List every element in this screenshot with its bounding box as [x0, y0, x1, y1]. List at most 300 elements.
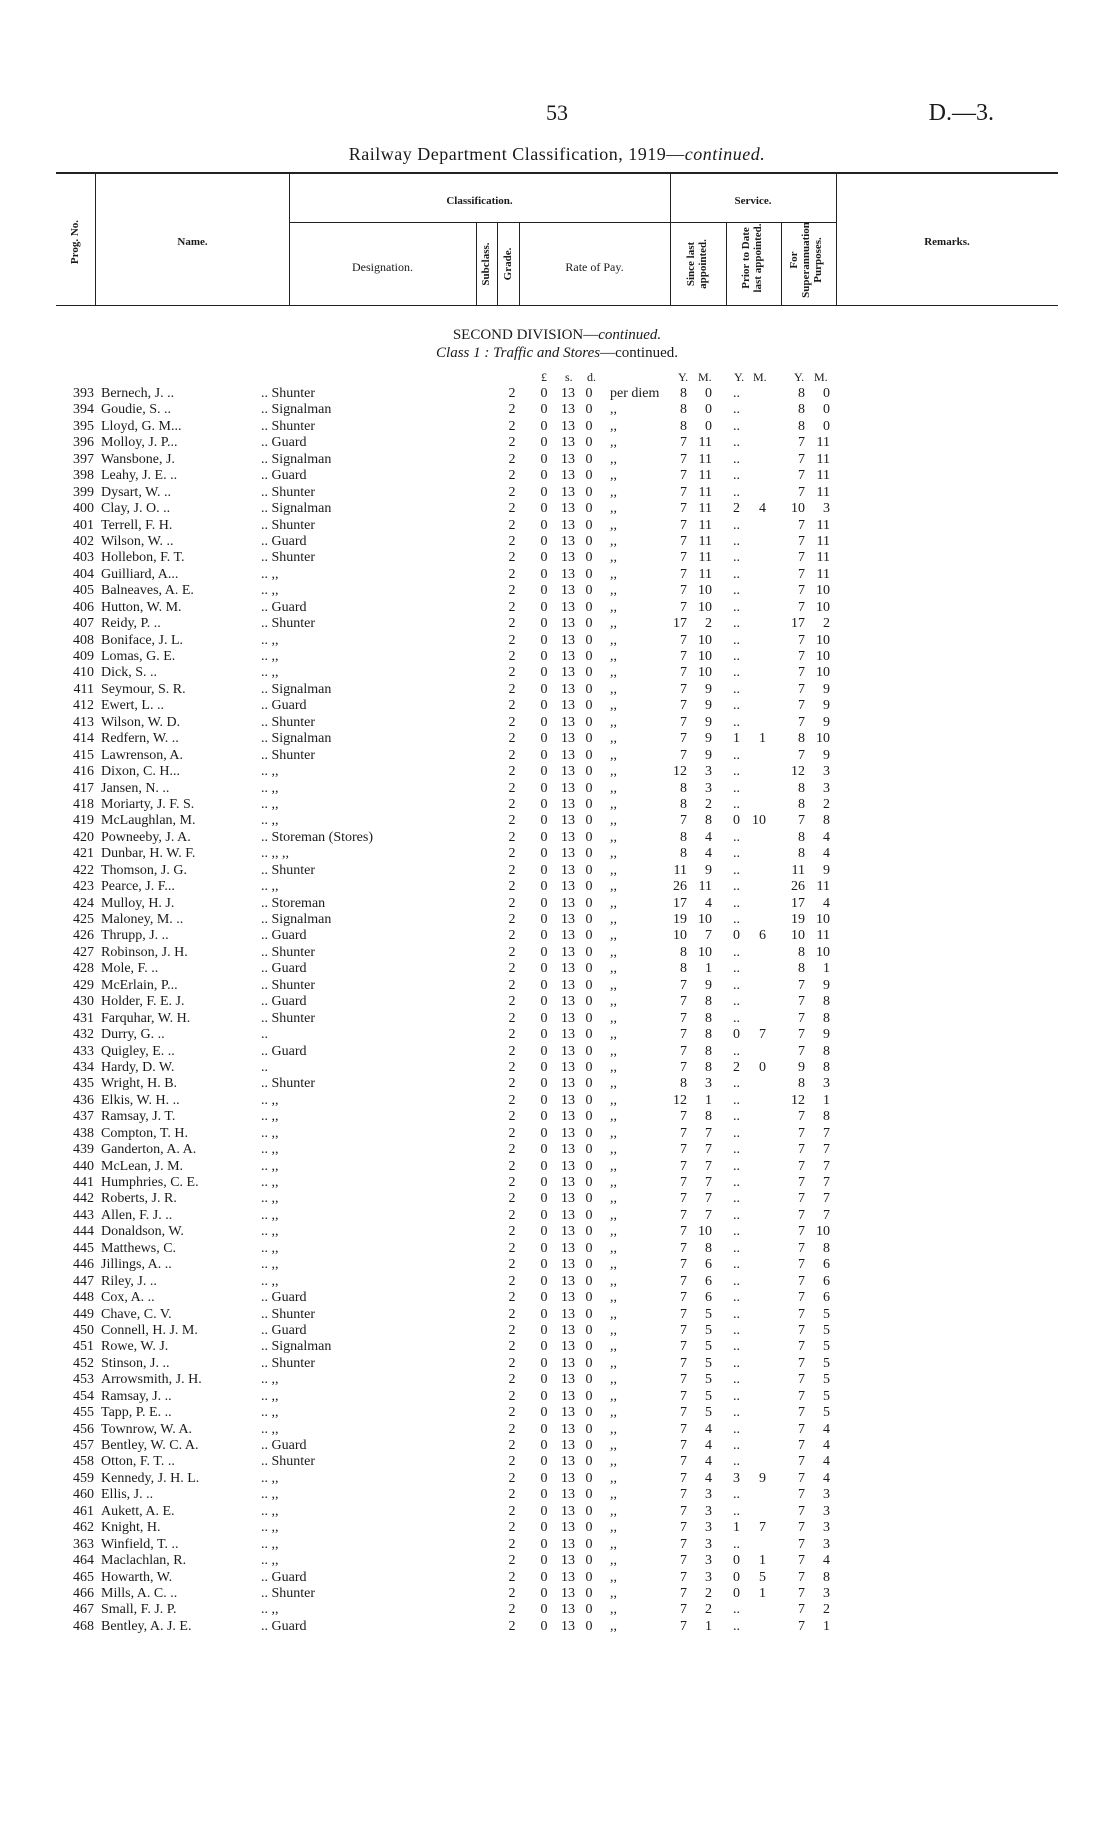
unit-pound: £ [541, 370, 547, 384]
unit-super-months: M. [814, 370, 828, 384]
since-months: 4 [705, 1438, 712, 1453]
table-row [0, 1405, 1114, 1421]
since-months: 2 [705, 1585, 712, 1601]
since-years: 12 [673, 1092, 687, 1108]
super-years: 7 [798, 1421, 805, 1437]
prog-number: 445 [73, 1240, 94, 1256]
grade: 2 [508, 698, 516, 714]
pay-period: ,, [610, 1175, 617, 1190]
pay-pence: 0 [585, 1438, 593, 1453]
pay-shillings: 13 [561, 1388, 575, 1404]
since-years: 7 [680, 714, 687, 730]
grade: 2 [508, 1207, 516, 1223]
super-months: 8 [823, 994, 830, 1010]
table-row [0, 1389, 1114, 1405]
table-row [0, 1159, 1114, 1175]
super-months: 1 [823, 1618, 830, 1634]
super-months: 5 [823, 1405, 830, 1421]
pay-pence: 0 [585, 599, 593, 615]
pay-shillings: 13 [561, 698, 575, 714]
employee-name: Howarth, W. [101, 1569, 173, 1585]
designation: .. ,, [261, 1602, 279, 1618]
pay-shillings: 13 [561, 386, 575, 401]
super-years: 9 [798, 1059, 805, 1075]
super-years: 8 [798, 961, 805, 977]
since-months: 5 [705, 1322, 712, 1338]
pay-pounds: 0 [540, 1388, 548, 1404]
pay-period: ,, [610, 1372, 617, 1388]
prior-years: .. [733, 1405, 740, 1421]
since-years: 7 [680, 1207, 687, 1223]
table-row [0, 1602, 1114, 1618]
since-months: 7 [705, 1191, 712, 1207]
designation: .. ,, [261, 566, 279, 582]
grade: 2 [508, 484, 516, 500]
since-years: 7 [680, 698, 687, 714]
prog-number: 440 [73, 1158, 94, 1174]
pay-pence: 0 [585, 912, 593, 927]
prior-years: .. [733, 1273, 740, 1289]
employee-name: Tapp, P. E. .. [101, 1405, 172, 1421]
pay-period: ,, [610, 747, 617, 763]
pay-period: ,, [610, 813, 617, 829]
pay-shillings: 13 [561, 928, 575, 944]
pay-period: ,, [610, 846, 617, 862]
since-years: 10 [673, 928, 687, 944]
designation: .. Guard [261, 698, 307, 714]
since-years: 7 [680, 747, 687, 763]
grade: 2 [508, 1224, 516, 1240]
prior-years: .. [733, 1536, 740, 1552]
super-months: 7 [823, 1125, 830, 1141]
table-row [0, 1109, 1114, 1125]
super-years: 11 [791, 862, 805, 878]
super-years: 7 [798, 1536, 805, 1552]
since-years: 7 [680, 994, 687, 1010]
since-months: 7 [705, 1125, 712, 1141]
grade: 2 [508, 1421, 516, 1437]
employee-name: Mulloy, H. J. [101, 895, 175, 911]
table-row [0, 468, 1114, 484]
super-years: 7 [798, 566, 805, 582]
super-months: 11 [816, 451, 830, 467]
super-months: 3 [823, 780, 830, 796]
grade: 2 [508, 1569, 516, 1585]
employee-name: Lloyd, G. M... [101, 418, 182, 434]
pay-shillings: 13 [561, 1322, 575, 1338]
designation: .. ,, [261, 583, 279, 599]
grade: 2 [508, 649, 516, 664]
employee-name: Riley, J. .. [101, 1273, 157, 1289]
designation: .. ,, [261, 1109, 279, 1125]
super-years: 7 [798, 517, 805, 533]
prog-number: 402 [73, 533, 94, 549]
prior-years: .. [733, 468, 740, 484]
table-row [0, 715, 1114, 731]
super-months: 5 [823, 1322, 830, 1338]
pay-pence: 0 [585, 1454, 593, 1470]
pay-pence: 0 [585, 1618, 593, 1634]
designation: .. ,, [261, 649, 279, 664]
prior-months: 1 [759, 1585, 766, 1601]
prior-years: .. [733, 1421, 740, 1437]
pay-pounds: 0 [540, 386, 548, 401]
super-years: 17 [791, 616, 805, 632]
prog-number: 434 [73, 1059, 94, 1075]
super-months: 10 [816, 912, 830, 927]
pay-pence: 0 [585, 1470, 593, 1486]
since-years: 7 [680, 1569, 687, 1585]
designation: .. Shunter [261, 517, 316, 533]
pay-period: ,, [610, 780, 617, 796]
pay-pounds: 0 [540, 1224, 548, 1240]
pay-period: ,, [610, 1010, 617, 1026]
designation: .. ,, [261, 764, 279, 780]
since-months: 8 [705, 1027, 712, 1043]
pay-shillings: 13 [561, 829, 575, 845]
employee-name: Roberts, J. R. [101, 1191, 177, 1207]
since-years: 17 [673, 895, 687, 911]
pay-shillings: 13 [561, 1618, 575, 1634]
prior-years: .. [733, 747, 740, 763]
super-years: 7 [798, 698, 805, 714]
employee-name: Hutton, W. M. [101, 599, 182, 615]
super-years: 7 [798, 1224, 805, 1240]
super-months: 9 [823, 747, 830, 763]
super-years: 7 [798, 1470, 805, 1486]
super-months: 4 [823, 829, 830, 845]
pay-pence: 0 [585, 1388, 593, 1404]
super-years: 7 [798, 994, 805, 1010]
pay-shillings: 13 [561, 1553, 575, 1569]
pay-shillings: 13 [561, 1602, 575, 1618]
super-months: 2 [823, 616, 830, 632]
since-years: 7 [680, 435, 687, 451]
pay-pounds: 0 [540, 879, 548, 895]
table-row [0, 813, 1114, 829]
super-years: 7 [798, 681, 805, 697]
prior-years: 1 [733, 731, 740, 747]
pay-shillings: 13 [561, 1438, 575, 1453]
designation: .. Signalman [261, 501, 332, 517]
designation: .. Guard [261, 1043, 307, 1059]
pay-pence: 0 [585, 1092, 593, 1108]
pay-period: ,, [610, 1273, 617, 1289]
class-heading [0, 345, 1114, 362]
pay-pence: 0 [585, 1585, 593, 1601]
pay-period: ,, [610, 1536, 617, 1552]
super-years: 7 [798, 632, 805, 648]
grade: 2 [508, 895, 516, 911]
prior-years: .. [733, 418, 740, 434]
super-months: 11 [816, 517, 830, 533]
super-years: 7 [798, 1043, 805, 1059]
pay-pence: 0 [585, 1207, 593, 1223]
prior-years: .. [733, 1602, 740, 1618]
pay-pounds: 0 [540, 1059, 548, 1075]
prog-number: 413 [73, 714, 94, 730]
grade: 2 [508, 1125, 516, 1141]
employee-name: Hollebon, F. T. [101, 550, 185, 566]
pay-period: ,, [610, 599, 617, 615]
since-months: 11 [698, 566, 712, 582]
pay-shillings: 13 [561, 616, 575, 632]
since-months: 9 [705, 698, 712, 714]
pay-shillings: 13 [561, 1487, 575, 1503]
since-years: 8 [680, 1076, 687, 1092]
employee-name: Guilliard, A... [101, 566, 179, 582]
super-years: 7 [798, 451, 805, 467]
prog-number: 439 [73, 1142, 94, 1158]
pay-pounds: 0 [540, 533, 548, 549]
employee-name: Mole, F. .. [101, 961, 159, 977]
prior-years: .. [733, 533, 740, 549]
table-row [0, 600, 1114, 616]
prior-months: 5 [759, 1569, 766, 1585]
since-months: 11 [698, 533, 712, 549]
pay-shillings: 13 [561, 1109, 575, 1125]
employee-name: Donaldson, W. [101, 1224, 184, 1240]
super-years: 8 [798, 418, 805, 434]
designation: .. Storeman [261, 895, 326, 911]
prior-years: .. [733, 550, 740, 566]
pay-pence: 0 [585, 829, 593, 845]
col-rate-of-pay: Rate of Pay. [565, 260, 624, 274]
employee-name: Winfield, T. .. [101, 1536, 179, 1552]
prior-years: .. [733, 583, 740, 599]
since-years: 26 [673, 879, 687, 895]
unit-pence: d. [587, 370, 596, 384]
prog-number: 443 [73, 1207, 94, 1223]
grade: 2 [508, 1240, 516, 1256]
pay-shillings: 13 [561, 764, 575, 780]
super-months: 8 [823, 1010, 830, 1026]
since-years: 7 [680, 566, 687, 582]
prior-years: .. [733, 698, 740, 714]
since-months: 5 [705, 1306, 712, 1322]
employee-name: Dick, S. .. [101, 665, 157, 681]
employee-name: Boniface, J. L. [101, 632, 184, 648]
since-months: 7 [705, 928, 712, 944]
since-months: 1 [705, 1092, 712, 1108]
since-months: 2 [705, 616, 712, 632]
prior-years: 2 [733, 501, 740, 517]
prior-years: .. [733, 895, 740, 911]
table-row [0, 830, 1114, 846]
pay-shillings: 13 [561, 780, 575, 796]
since-months: 11 [698, 879, 712, 895]
col-grade: Grade. [502, 247, 514, 281]
since-months: 4 [705, 895, 712, 911]
prog-number: 461 [73, 1503, 94, 1519]
since-months: 3 [705, 1487, 712, 1503]
pay-period: ,, [610, 435, 617, 451]
employee-name: Matthews, C. [101, 1240, 177, 1256]
prior-months: 0 [759, 1059, 766, 1075]
table-row [0, 1060, 1114, 1076]
pay-period: ,, [610, 632, 617, 648]
designation: .. Shunter [261, 977, 316, 993]
prog-number: 406 [73, 599, 94, 615]
super-years: 7 [798, 468, 805, 484]
since-months: 11 [698, 550, 712, 566]
pay-period: ,, [610, 1470, 617, 1486]
col-prog-no: Prog. No. [69, 219, 81, 265]
super-months: 4 [823, 1421, 830, 1437]
designation: .. ,, [261, 1520, 279, 1536]
pay-period: ,, [610, 418, 617, 434]
divider-prior [781, 223, 782, 305]
pay-period: ,, [610, 1059, 617, 1075]
pay-pence: 0 [585, 994, 593, 1010]
prog-number: 424 [73, 895, 94, 911]
prog-number: 450 [73, 1322, 94, 1338]
employee-name: Maclachlan, R. [101, 1553, 187, 1569]
designation: .. Guard [261, 435, 307, 451]
grade: 2 [508, 1602, 516, 1618]
grade: 2 [508, 418, 516, 434]
designation: .. Guard [261, 1618, 307, 1634]
pay-shillings: 13 [561, 501, 575, 517]
since-months: 3 [705, 764, 712, 780]
pay-pounds: 0 [540, 1207, 548, 1223]
table-row [0, 1027, 1114, 1043]
since-years: 7 [680, 517, 687, 533]
employee-name: Ramsay, J. T. [101, 1109, 176, 1125]
prior-years: .. [733, 1092, 740, 1108]
table-row [0, 1011, 1114, 1027]
divider-subclass [497, 223, 498, 305]
pay-pence: 0 [585, 1536, 593, 1552]
designation: .. ,, [261, 1207, 279, 1223]
grade: 2 [508, 731, 516, 747]
unit-super-years: Y. [794, 370, 805, 384]
since-years: 7 [680, 1372, 687, 1388]
employee-name: Otton, F. T. .. [101, 1454, 175, 1470]
pay-period: ,, [610, 1585, 617, 1601]
pay-period: ,, [610, 1207, 617, 1223]
pay-pounds: 0 [540, 928, 548, 944]
designation: .. Signalman [261, 402, 332, 418]
table-row [0, 1586, 1114, 1602]
prog-number: 455 [73, 1405, 94, 1421]
super-months: 10 [816, 583, 830, 599]
designation: .. ,, [261, 879, 279, 895]
super-years: 7 [798, 1553, 805, 1569]
prior-years: .. [733, 912, 740, 927]
designation: .. ,, [261, 1257, 279, 1273]
table-row [0, 485, 1114, 501]
prior-years: .. [733, 1618, 740, 1634]
table-row [0, 1274, 1114, 1290]
prog-number: 427 [73, 944, 94, 960]
pay-pence: 0 [585, 1224, 593, 1240]
prog-number: 428 [73, 961, 94, 977]
designation: .. Signalman [261, 451, 332, 467]
table-row [0, 1224, 1114, 1240]
prog-number: 449 [73, 1306, 94, 1322]
pay-pounds: 0 [540, 846, 548, 862]
pay-pence: 0 [585, 813, 593, 829]
since-months: 0 [705, 418, 712, 434]
since-months: 4 [705, 1454, 712, 1470]
pay-shillings: 13 [561, 1240, 575, 1256]
since-years: 7 [680, 665, 687, 681]
pay-pence: 0 [585, 895, 593, 911]
pay-period: ,, [610, 665, 617, 681]
since-years: 7 [680, 1618, 687, 1634]
pay-pounds: 0 [540, 451, 548, 467]
grade: 2 [508, 1372, 516, 1388]
super-months: 11 [816, 484, 830, 500]
super-years: 8 [798, 1076, 805, 1092]
pay-period: ,, [610, 616, 617, 632]
prior-years: .. [733, 796, 740, 812]
since-years: 7 [680, 451, 687, 467]
employee-name: Rowe, W. J. [101, 1339, 169, 1355]
pay-pounds: 0 [540, 1175, 548, 1190]
pay-pence: 0 [585, 1553, 593, 1569]
prior-years: .. [733, 484, 740, 500]
pay-pence: 0 [585, 665, 593, 681]
employee-name: Molloy, J. P... [101, 435, 178, 451]
prog-number: 399 [73, 484, 94, 500]
pay-shillings: 13 [561, 944, 575, 960]
employee-name: Bentley, W. C. A. [101, 1438, 199, 1453]
super-years: 7 [798, 435, 805, 451]
prior-years: .. [733, 451, 740, 467]
employee-name: Chave, C. V. [101, 1306, 172, 1322]
pay-pence: 0 [585, 550, 593, 566]
pay-pounds: 0 [540, 862, 548, 878]
employee-name: McLaughlan, M. [101, 813, 196, 829]
pay-shillings: 13 [561, 1010, 575, 1026]
class-label: Class 1 : [436, 345, 490, 361]
employee-name: Seymour, S. R. [101, 681, 186, 697]
super-months: 11 [816, 435, 830, 451]
grade: 2 [508, 813, 516, 829]
super-years: 7 [798, 1306, 805, 1322]
super-months: 5 [823, 1388, 830, 1404]
since-months: 5 [705, 1372, 712, 1388]
grade: 2 [508, 944, 516, 960]
pay-pence: 0 [585, 1175, 593, 1190]
designation: .. [261, 1059, 268, 1075]
designation: .. ,, [261, 780, 279, 796]
super-months: 10 [816, 599, 830, 615]
prog-number: 435 [73, 1076, 94, 1092]
table-row [0, 879, 1114, 895]
employee-name: Farquhar, W. H. [101, 1010, 191, 1026]
pay-pence: 0 [585, 928, 593, 944]
since-months: 7 [705, 1158, 712, 1174]
designation: .. Shunter [261, 1306, 316, 1322]
col-remarks: Remarks. [924, 236, 970, 248]
super-years: 10 [791, 928, 805, 944]
super-months: 10 [816, 1224, 830, 1240]
prog-number: 465 [73, 1569, 94, 1585]
prog-number: 458 [73, 1454, 94, 1470]
pay-shillings: 13 [561, 747, 575, 763]
prior-years: .. [733, 1322, 740, 1338]
super-years: 7 [798, 1109, 805, 1125]
grade: 2 [508, 879, 516, 895]
since-months: 3 [705, 1076, 712, 1092]
pay-shillings: 13 [561, 484, 575, 500]
prior-years: .. [733, 1257, 740, 1273]
pay-shillings: 13 [561, 533, 575, 549]
pay-shillings: 13 [561, 665, 575, 681]
